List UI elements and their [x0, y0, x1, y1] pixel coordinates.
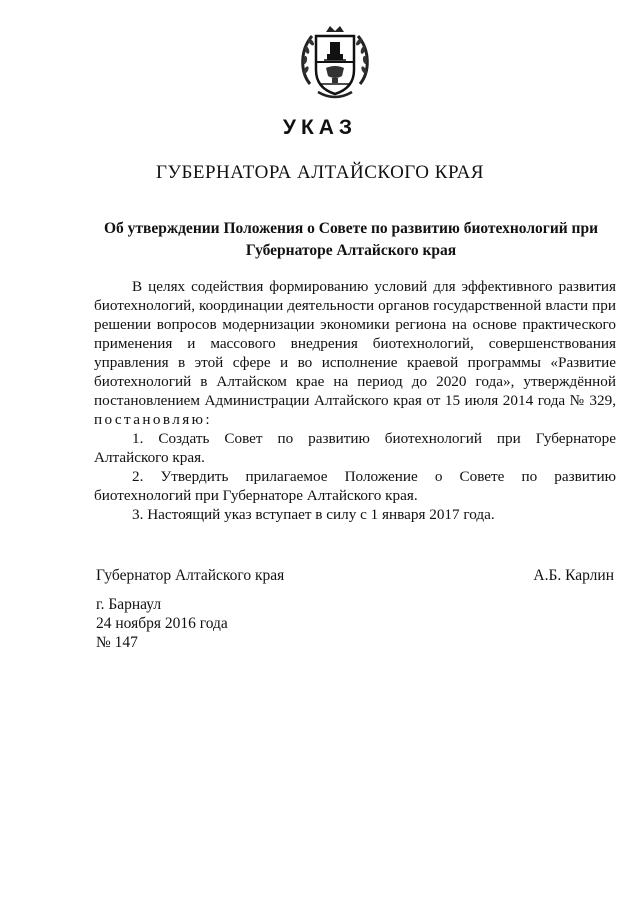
decree-item-3: 3. Настоящий указ вступает в силу с 1 января 2017 года.	[132, 506, 495, 523]
decree-number: № 147	[96, 634, 138, 651]
decree-item-1: 1. Создать Совет по развитию биотехнологий при Губернаторе Алтайского края.	[94, 430, 616, 466]
document-type: УКАЗ	[282, 116, 358, 139]
document-title	[86, 218, 616, 262]
signatory-name: А.Б. Карлин	[533, 567, 614, 584]
issue-details	[96, 595, 228, 652]
coat-of-arms-icon	[296, 22, 374, 102]
decree-item-2: 2. Утвердить прилагаемое Положение о Совете по развитию биотехнологий при Губернаторе Алтайского края.	[94, 468, 616, 504]
issuing-authority: ГУБЕРНАТОРА АЛТАЙСКОГО КРАЯ	[156, 162, 484, 183]
title-line-2: Губернаторе Алтайского края	[245, 242, 457, 259]
document-body	[94, 277, 616, 524]
preamble-text: В целях содействия формированию условий для эффективного развития биотехнологий, координации деятельности органов государственной власти при решении вопросов модернизации экономики региона на основе практического применения и массового внедрения биотехнологий, совершенствования управления в этой сфере и во исполнение краевой программы «Развитие биотехнологий в Алтайском крае на период до 2020 года», утверждённой постановлением Администрации Алтайского края от 15 июля 2014 года № 329,	[94, 278, 616, 409]
signatory-title: Губернатор Алтайского края	[96, 567, 285, 584]
title-line-1: Об утверждении Положения о Совете по развитию биотехнологий при	[103, 220, 599, 237]
preamble-paragraph	[94, 277, 616, 429]
decree-word: постановляю:	[94, 411, 213, 428]
issue-date: 24 ноября 2016 года	[96, 615, 228, 632]
issue-city: г. Барнаул	[96, 596, 162, 613]
